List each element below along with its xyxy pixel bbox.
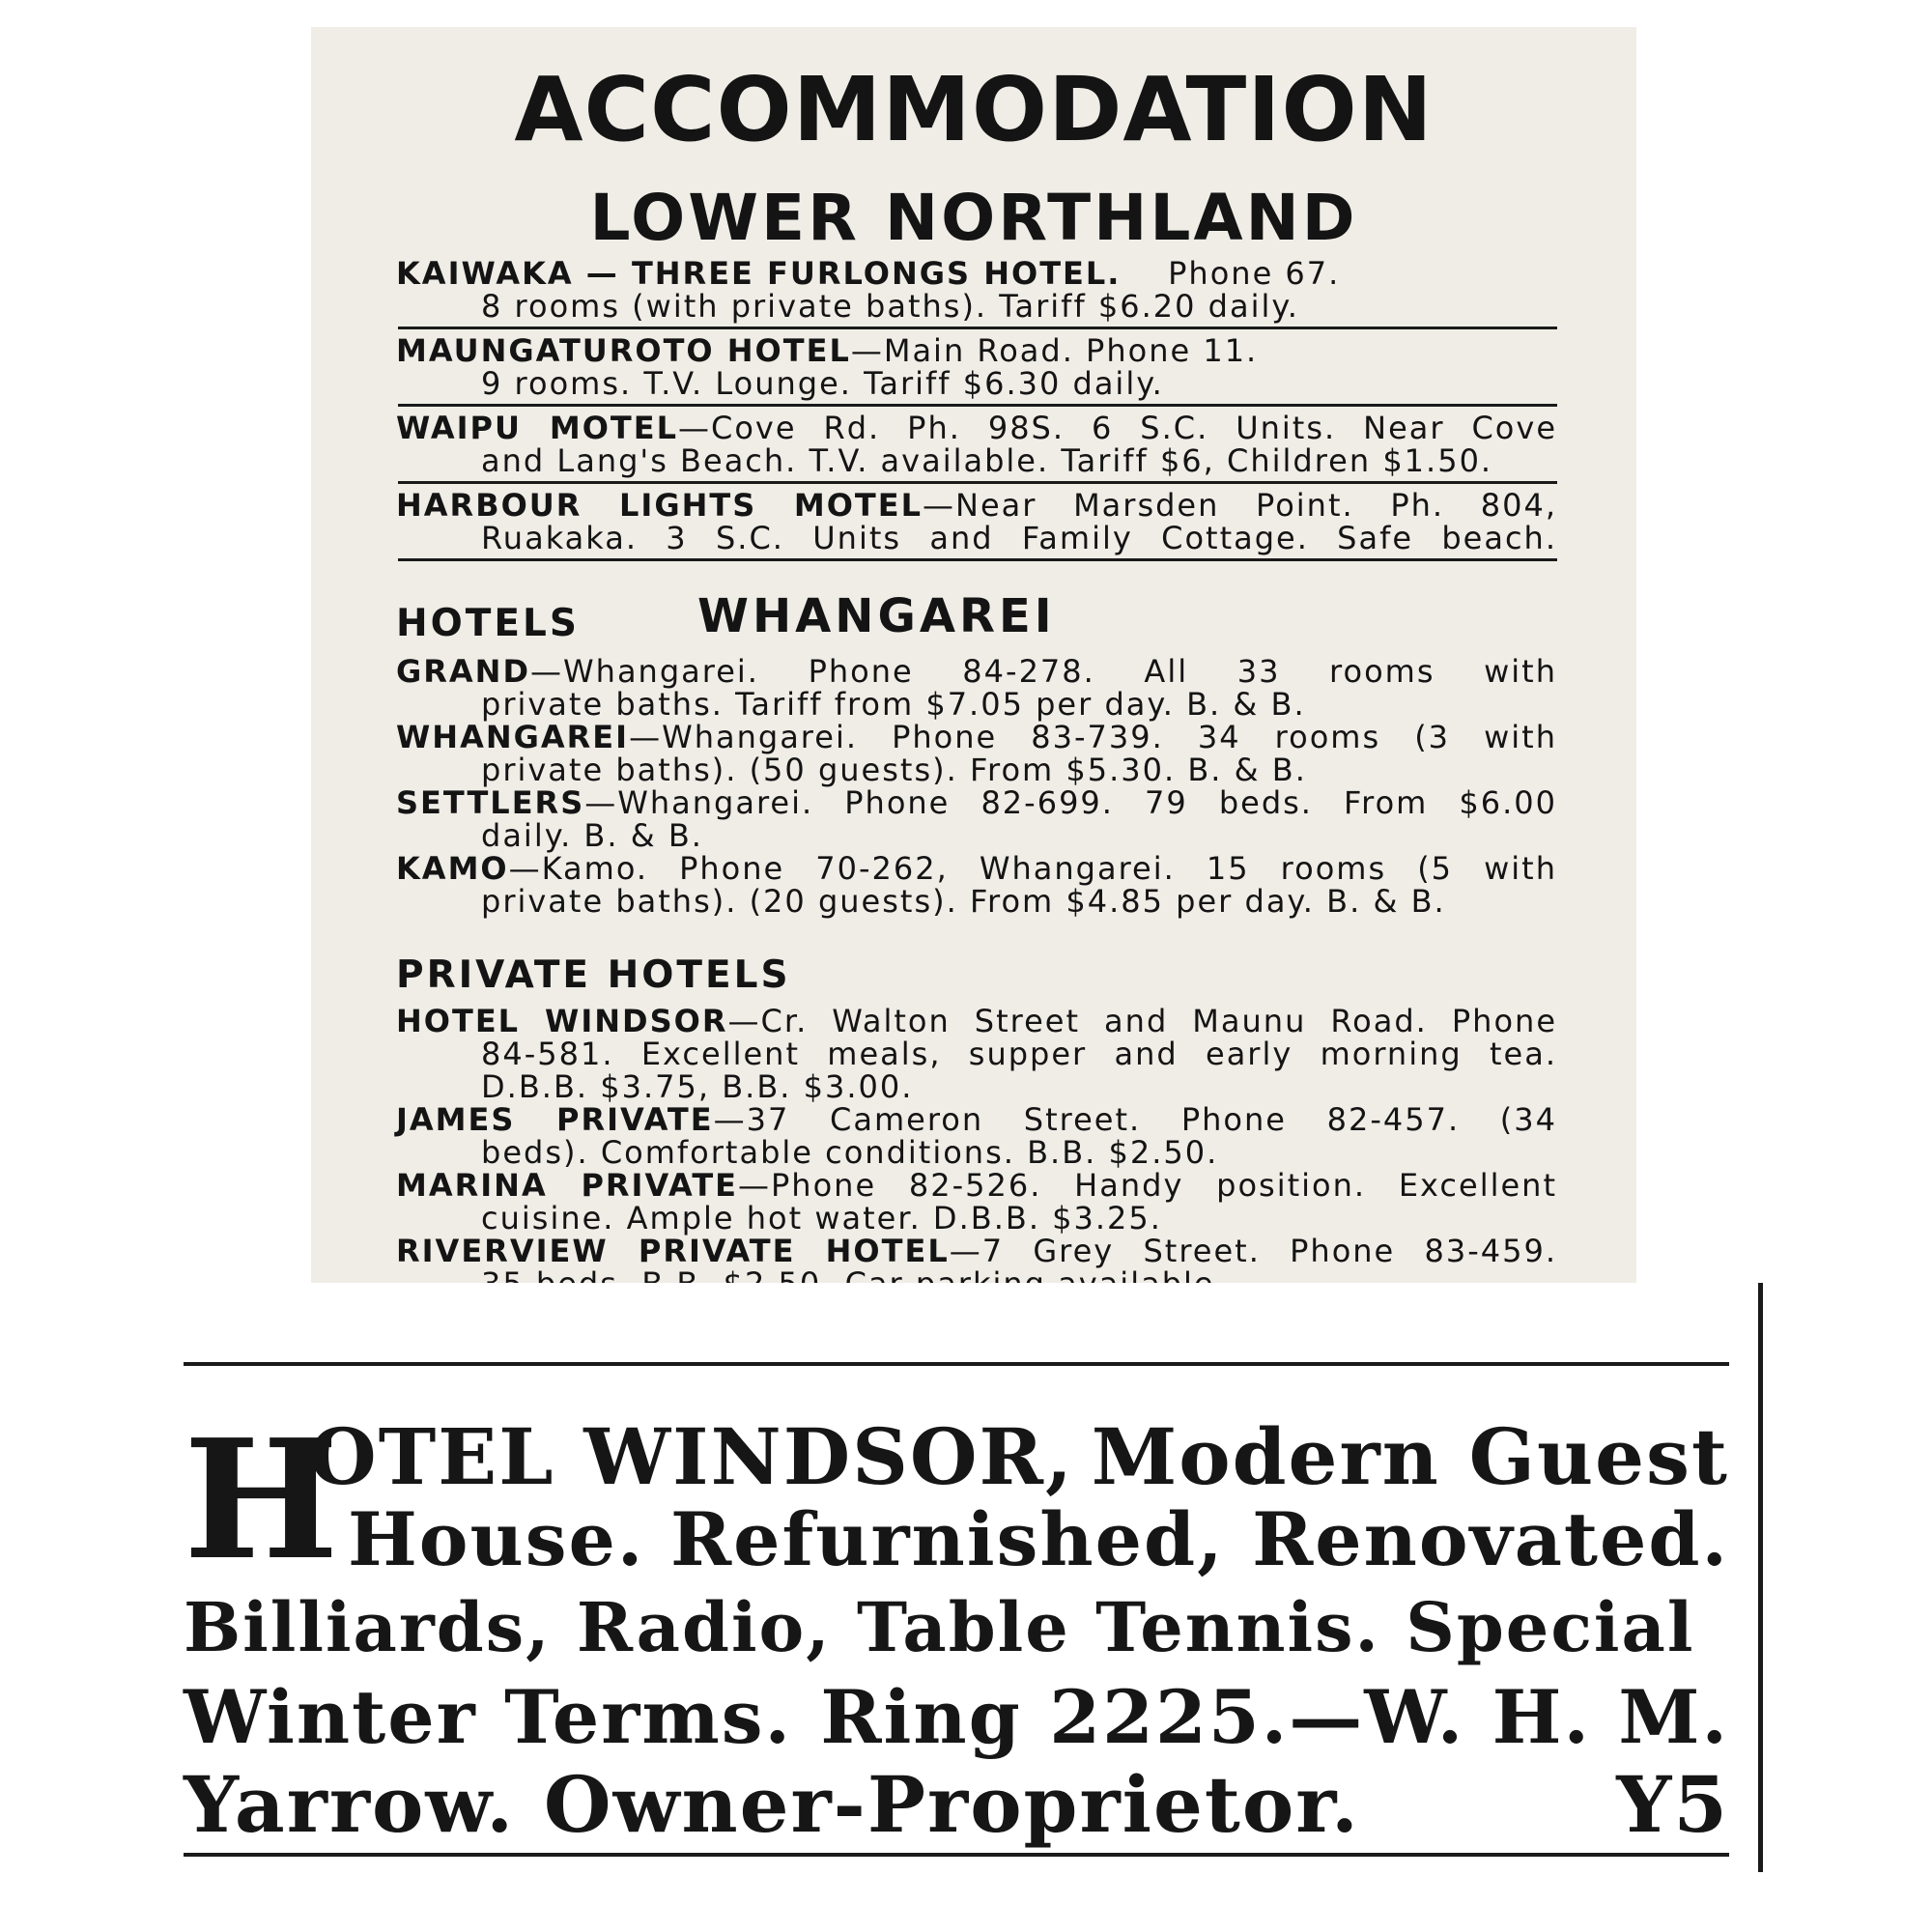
advert-text: House. bbox=[348, 1496, 645, 1582]
divider bbox=[398, 481, 1557, 484]
page-title: ACCOMMODATION bbox=[514, 58, 1434, 161]
private-hotels-heading: PRIVATE HOTELS bbox=[396, 953, 791, 997]
listing-details: —Whangarei. Phone 82-699. 79 beds. From $6.00 bbox=[584, 784, 1557, 821]
listing-details: —Phone 82-526. Handy position. Excellent bbox=[738, 1167, 1557, 1204]
listing-details: beds). Comfortable conditions. B.B. $2.50. bbox=[481, 1134, 1219, 1171]
hotels-heading: HOTELS bbox=[396, 602, 580, 645]
advert-line-5 bbox=[184, 1759, 1729, 1850]
listing-name: MARINA PRIVATE bbox=[396, 1167, 738, 1204]
listing-details: —Whangarei. Phone 84-278. All 33 rooms with bbox=[530, 653, 1557, 690]
listing-name: SETTLERS bbox=[396, 784, 585, 821]
advert-text: OTEL WINDSOR, bbox=[309, 1411, 1074, 1502]
listing-harbour-lights bbox=[396, 489, 1557, 554]
listing-details: private baths). (50 guests). From $5.30. B. & B. bbox=[481, 752, 1307, 788]
listing-name: WHANGAREI bbox=[396, 719, 630, 755]
listing-name: WAIPU MOTEL bbox=[396, 410, 678, 446]
advert-text: Yarrow. Owner-Proprietor. bbox=[184, 1759, 1360, 1850]
listing-details: —Cove Rd. Ph. 98S. 6 S.C. Units. Near Cove bbox=[678, 410, 1557, 446]
listing-name: RIVERVIEW PRIVATE HOTEL bbox=[396, 1233, 950, 1269]
listing-james-private bbox=[396, 1103, 1557, 1169]
advert-line-4 bbox=[184, 1674, 1729, 1760]
listing-details: —Kamo. Phone 70-262, Whangarei. 15 rooms (5 with bbox=[508, 850, 1557, 887]
listing-details: Ruakaka. 3 S.C. Units and Family Cottage. Safe beach. bbox=[481, 520, 1557, 556]
divider bbox=[398, 327, 1557, 329]
listing-details: —Cr. Walton Street and Maunu Road. Phone bbox=[727, 1003, 1558, 1039]
divider bbox=[398, 404, 1557, 407]
listing-grand bbox=[396, 655, 1557, 721]
listing-hotel-windsor bbox=[396, 1005, 1557, 1103]
listing-details: D.B.B. $3.75, B.B. $3.00. bbox=[481, 1068, 914, 1105]
advert-bottom-rule bbox=[184, 1853, 1729, 1857]
listing-name: HARBOUR LIGHTS MOTEL bbox=[396, 487, 923, 524]
listing-details: daily. B. & B. bbox=[481, 817, 703, 854]
listing-waipu bbox=[396, 412, 1557, 477]
listing-details: 84-581. Excellent meals, supper and early morning tea. bbox=[481, 1036, 1557, 1072]
whangarei-heading: WHANGAREI bbox=[697, 589, 1056, 643]
listing-name: GRAND bbox=[396, 653, 531, 690]
advert-text: Winter Terms. bbox=[184, 1674, 792, 1760]
listing-maungaturoto bbox=[396, 334, 1557, 400]
listing-details: Phone 67. bbox=[1168, 255, 1341, 292]
listing-marina-private bbox=[396, 1169, 1557, 1235]
listing-details: —7 Grey Street. Phone 83-459. bbox=[949, 1233, 1558, 1269]
listing-name: KAMO bbox=[396, 850, 509, 887]
listing-name: JAMES PRIVATE bbox=[396, 1101, 714, 1138]
listing-details: private baths). (20 guests). From $4.85 per day. B. & B. bbox=[481, 883, 1446, 920]
listing-name: KAIWAKA — THREE FURLONGS HOTEL. bbox=[396, 255, 1122, 292]
listing-name: HOTEL WINDSOR bbox=[396, 1003, 728, 1039]
listing-details: and Lang's Beach. T.V. available. Tariff $6, Children $1.50. bbox=[481, 442, 1493, 479]
newspaper-advert bbox=[184, 1283, 1768, 1872]
advert-line-2 bbox=[348, 1496, 1729, 1582]
advert-text: Modern Guest bbox=[1091, 1411, 1729, 1502]
guidebook-clipping bbox=[311, 27, 1636, 1307]
divider bbox=[398, 558, 1557, 561]
listing-details: —Main Road. Phone 11. bbox=[850, 332, 1259, 369]
listing-details: —37 Cameron Street. Phone 82-457. (34 bbox=[713, 1101, 1558, 1138]
listing-settlers bbox=[396, 786, 1557, 852]
region-title: LOWER NORTHLAND bbox=[589, 181, 1358, 255]
column-rule bbox=[1758, 1283, 1763, 1872]
listing-details: —Whangarei. Phone 83-739. 34 rooms (3 with bbox=[629, 719, 1557, 755]
advert-line-1 bbox=[309, 1411, 1729, 1502]
listing-kamo bbox=[396, 852, 1557, 918]
listing-details: 9 rooms. T.V. Lounge. Tariff $6.30 daily. bbox=[481, 365, 1164, 402]
listing-details: private baths. Tariff from $7.05 per day. B. & B. bbox=[481, 686, 1306, 723]
listing-name: MAUNGATUROTO HOTEL bbox=[396, 332, 851, 369]
listing-kaiwaka bbox=[396, 257, 1557, 323]
listing-whangarei bbox=[396, 721, 1557, 786]
advert-text: Ring 2225.—W. H. M. bbox=[820, 1674, 1729, 1760]
drop-cap: H bbox=[184, 1404, 339, 1597]
listing-details: —Near Marsden Point. Ph. 804, bbox=[923, 487, 1558, 524]
advert-text: Y5 bbox=[1616, 1759, 1729, 1850]
listing-details: 8 rooms (with private baths). Tariff $6.20 daily. bbox=[481, 288, 1299, 325]
advert-line-3 bbox=[184, 1587, 1729, 1667]
advert-text: Refurnished, Renovated. bbox=[669, 1496, 1729, 1582]
advert-top-rule bbox=[184, 1362, 1729, 1366]
listing-details: cuisine. Ample hot water. D.B.B. $3.25. bbox=[481, 1200, 1162, 1236]
advert-text: Billiards, Radio, Table Tennis. Special bbox=[184, 1587, 1695, 1667]
